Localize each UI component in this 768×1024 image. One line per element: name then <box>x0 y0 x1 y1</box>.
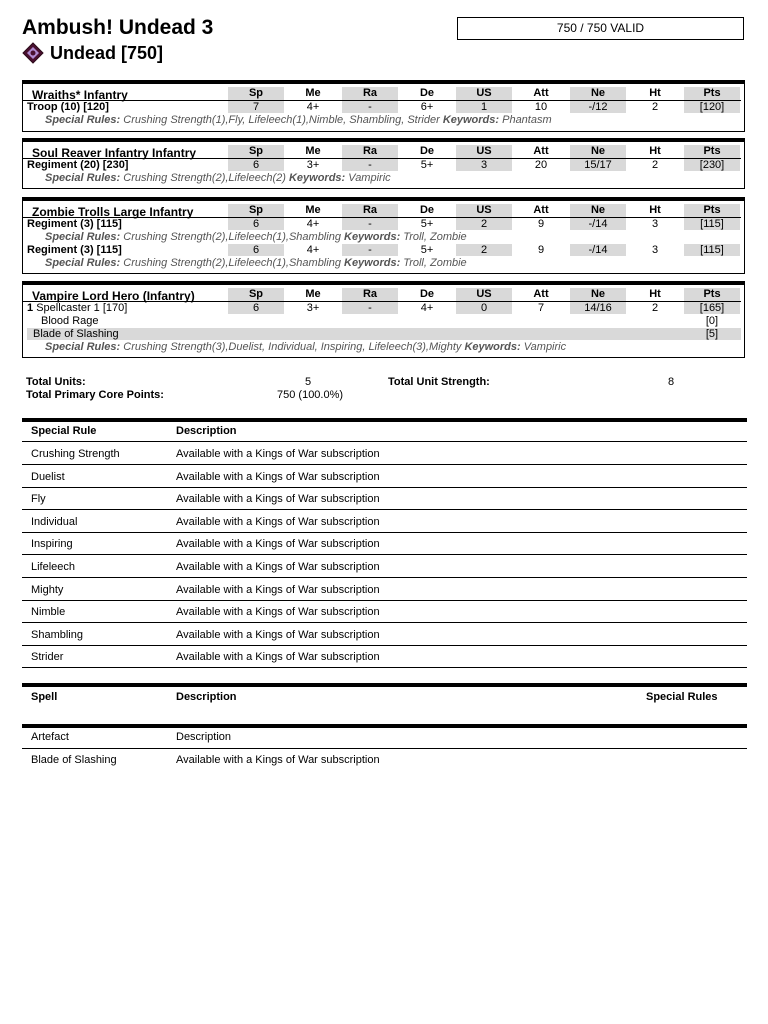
stat-value-att: 10 <box>534 101 548 113</box>
stat-header-pts: Pts <box>684 288 740 301</box>
list-title: Ambush! Undead 3 <box>22 16 214 39</box>
stat-header-ne: Ne <box>570 288 626 301</box>
stat-header-de: De <box>419 145 435 157</box>
stat-header-ne: Ne <box>570 145 626 158</box>
spell-table-top-border <box>22 683 747 687</box>
stat-value-att: 7 <box>537 302 545 314</box>
unit-name: Wraiths* Infantry <box>32 88 128 102</box>
faction-row <box>22 42 163 64</box>
special-rule-divider <box>22 600 747 601</box>
special-rule-divider <box>22 487 747 488</box>
spell-description-header: Description <box>176 691 237 703</box>
stat-value-us: 1 <box>456 101 512 113</box>
stat-value-ra: - <box>342 101 398 113</box>
stat-header-sp: Sp <box>228 87 284 100</box>
special-rule-name: Mighty <box>31 583 64 596</box>
equipment-name: Blood Rage <box>41 315 99 327</box>
special-rules-line: Special Rules: Crushing Strength(2),Lifeleech(1),Shambling Keywords: Troll, Zombie <box>45 231 467 243</box>
special-rules-line: Special Rules: Crushing Strength(1),Fly, Lifeleech(1),Nimble, Shambling, Strider Keywords: Phantasm <box>45 114 552 126</box>
special-rule-description: Available with a Kings of War subscription <box>176 493 380 506</box>
stat-value-de: 6+ <box>420 101 434 113</box>
stat-header-de: De <box>419 87 435 99</box>
spell-header: Spell <box>31 691 58 703</box>
unit-box <box>22 80 745 132</box>
artefact-name: Blade of Slashing <box>31 754 117 766</box>
special-rules-table-top-border <box>22 418 747 422</box>
unit-size-label: Regiment (3) [115] <box>27 218 122 230</box>
stat-header-ht: Ht <box>649 145 661 157</box>
stat-value-me: 4+ <box>306 244 320 256</box>
equipment-pts: [5] <box>705 328 719 340</box>
equipment-row <box>27 315 741 327</box>
special-rule-divider <box>22 464 747 465</box>
stat-value-sp: 6 <box>228 302 284 314</box>
stat-header-de: De <box>419 288 435 300</box>
stat-header-pts: Pts <box>684 87 740 100</box>
special-rules-line: Special Rules: Crushing Strength(2),Lifeleech(2) Keywords: Vampiric <box>45 172 391 184</box>
stat-header-ra: Ra <box>342 87 398 100</box>
stat-value-me: 4+ <box>306 101 320 113</box>
stat-value-ht: 3 <box>651 218 659 230</box>
stat-header-att: Att <box>533 288 549 300</box>
stat-value-pts: [120] <box>684 101 740 113</box>
stat-value-sp: 6 <box>228 244 284 256</box>
special-rule-name: Individual <box>31 515 78 528</box>
stat-header-ht: Ht <box>649 288 661 300</box>
unit-name: Zombie Trolls Large Infantry <box>32 205 194 219</box>
stat-value-pts: [115] <box>684 244 740 256</box>
stat-header-sp: Sp <box>228 145 284 158</box>
equipment-pts: [0] <box>705 315 719 327</box>
stat-header-att: Att <box>533 87 549 99</box>
special-rule-description: Available with a Kings of War subscription <box>176 561 380 573</box>
stat-value-ht: 3 <box>651 244 659 256</box>
stat-header-me: Me <box>305 288 321 300</box>
stat-value-pts: [115] <box>684 218 740 230</box>
stat-header-pts: Pts <box>684 145 740 158</box>
stat-value-de: 5+ <box>420 218 434 230</box>
stat-header-ht: Ht <box>649 87 661 99</box>
stat-header-sp: Sp <box>228 204 284 217</box>
special-rule-name: Inspiring <box>31 538 73 551</box>
special-rule-divider <box>22 577 747 578</box>
stat-value-pts: [230] <box>684 159 740 171</box>
stat-header-ra: Ra <box>342 145 398 158</box>
stat-value-ne: -/12 <box>570 101 626 113</box>
stat-value-att: 9 <box>537 218 545 230</box>
special-rule-description: Available with a Kings of War subscription <box>176 651 380 664</box>
faction-name: Undead [750] <box>50 42 164 63</box>
stat-header-us: US <box>456 145 512 158</box>
stat-header-att: Att <box>533 204 549 216</box>
artefact-table-top-border <box>22 724 747 728</box>
stat-header-de: De <box>419 204 435 216</box>
special-rule-description: Available with a Kings of War subscription <box>176 628 380 641</box>
special-rule-description: Available with a Kings of War subscription <box>176 515 380 528</box>
stat-header-me: Me <box>305 87 321 99</box>
unit-name: Vampire Lord Hero (Infantry) <box>32 289 195 303</box>
special-rule-description: Available with a Kings of War subscription <box>176 448 380 460</box>
unit-size-label: Troop (10) [120] <box>27 101 109 113</box>
stat-value-sp: 6 <box>228 159 284 171</box>
unit-box <box>22 138 745 189</box>
special-rule-name: Shambling <box>31 628 83 641</box>
special-rule-description: Available with a Kings of War subscription <box>176 470 380 483</box>
special-rule-name: Lifeleech <box>31 561 76 573</box>
stat-header-pts: Pts <box>684 204 740 217</box>
stat-value-att: 9 <box>537 244 545 256</box>
special-rule-description: Available with a Kings of War subscription <box>176 583 380 596</box>
artefact-header-divider <box>22 748 747 749</box>
total-core-value: 750 (100.0%) <box>277 389 344 401</box>
stat-value-ra: - <box>342 302 398 314</box>
stat-value-us: 0 <box>456 302 512 314</box>
artefact-header: Artefact <box>31 731 69 743</box>
special-rule-name: Crushing Strength <box>31 448 120 460</box>
artefact-description-header: Description <box>176 731 232 743</box>
stat-header-ne: Ne <box>570 204 626 217</box>
stat-value-ht: 2 <box>651 302 659 314</box>
equipment-name: Blade of Slashing <box>33 328 119 340</box>
special-rules-line: Special Rules: Crushing Strength(3),Duelist, Individual, Inspiring, Lifeleech(3),Mighty Keywords: Vampiric <box>45 341 567 353</box>
special-rule-divider <box>22 554 747 555</box>
special-rule-divider <box>22 667 747 668</box>
unit-name: Soul Reaver Infantry Infantry <box>32 146 197 160</box>
stat-header-ht: Ht <box>649 204 661 216</box>
unit-size-label: Regiment (20) [230] <box>27 159 129 171</box>
equipment-row <box>27 328 741 340</box>
stat-value-us: 2 <box>456 218 512 230</box>
stat-header-us: US <box>456 204 512 217</box>
stat-header-us: US <box>456 288 512 301</box>
stat-value-sp: 7 <box>228 101 284 113</box>
unit-size-label <box>27 302 127 314</box>
total-strength-label: Total Unit Strength: <box>388 376 490 388</box>
special-rule-divider <box>22 622 747 623</box>
stat-value-me: 3+ <box>306 159 320 171</box>
stat-value-me: 3+ <box>306 302 320 314</box>
special-rule-divider <box>22 509 747 510</box>
stat-value-ra: - <box>342 159 398 171</box>
unit-size-label: Regiment (3) [115] <box>27 244 122 256</box>
unit-box <box>22 281 745 358</box>
stat-value-ht: 2 <box>651 101 659 113</box>
stat-value-us: 2 <box>456 244 512 256</box>
stat-header-ra: Ra <box>342 288 398 301</box>
stat-header-att: Att <box>533 145 549 157</box>
stat-header-sp: Sp <box>228 288 284 301</box>
unit-option-label: Spellcaster 1 [170] <box>36 302 128 314</box>
special-rule-name: Fly <box>31 493 46 506</box>
stat-value-ra: - <box>342 244 398 256</box>
model-count: 1 <box>27 302 37 314</box>
stat-value-me: 4+ <box>306 218 320 230</box>
stat-value-ne: 15/17 <box>570 159 626 171</box>
artefact-description: Available with a Kings of War subscription <box>176 754 380 766</box>
spell-special-rules-header: Special Rules <box>646 691 718 703</box>
stat-value-ht: 2 <box>651 159 659 171</box>
stat-value-de: 5+ <box>420 244 434 256</box>
undead-faction-icon <box>22 42 44 64</box>
description-header: Description <box>176 425 237 437</box>
stat-header-me: Me <box>305 145 321 157</box>
stat-value-pts: [165] <box>684 302 740 314</box>
points-status-box: 750 / 750 VALID <box>457 17 744 40</box>
special-rule-description: Available with a Kings of War subscription <box>176 606 380 619</box>
stat-value-ra: - <box>342 218 398 230</box>
special-rules-line: Special Rules: Crushing Strength(2),Lifeleech(1),Shambling Keywords: Troll, Zombie <box>45 257 467 269</box>
total-core-label: Total Primary Core Points: <box>26 389 164 401</box>
stat-header-ra: Ra <box>342 204 398 217</box>
stat-value-de: 4+ <box>420 302 434 314</box>
special-rule-divider <box>22 532 747 533</box>
special-rule-header: Special Rule <box>31 425 97 437</box>
total-units-label: Total Units: <box>26 376 86 388</box>
unit-box <box>22 197 745 274</box>
special-rules-header-divider <box>22 441 747 442</box>
special-rule-name: Duelist <box>31 470 65 483</box>
stat-header-us: US <box>456 87 512 100</box>
special-rule-name: Strider <box>31 651 64 664</box>
stat-value-sp: 6 <box>228 218 284 230</box>
total-units-value: 5 <box>305 376 312 388</box>
special-rule-description: Available with a Kings of War subscription <box>176 538 380 551</box>
total-strength-value: 8 <box>668 376 675 388</box>
stat-value-ne: -/14 <box>570 244 626 256</box>
stat-value-de: 5+ <box>420 159 434 171</box>
stat-value-ne: -/14 <box>570 218 626 230</box>
stat-value-ne: 14/16 <box>570 302 626 314</box>
stat-value-att: 20 <box>534 159 548 171</box>
stat-header-me: Me <box>305 204 321 216</box>
stat-header-ne: Ne <box>570 87 626 100</box>
stat-value-us: 3 <box>456 159 512 171</box>
special-rule-divider <box>22 645 747 646</box>
special-rule-name: Nimble <box>31 606 66 619</box>
